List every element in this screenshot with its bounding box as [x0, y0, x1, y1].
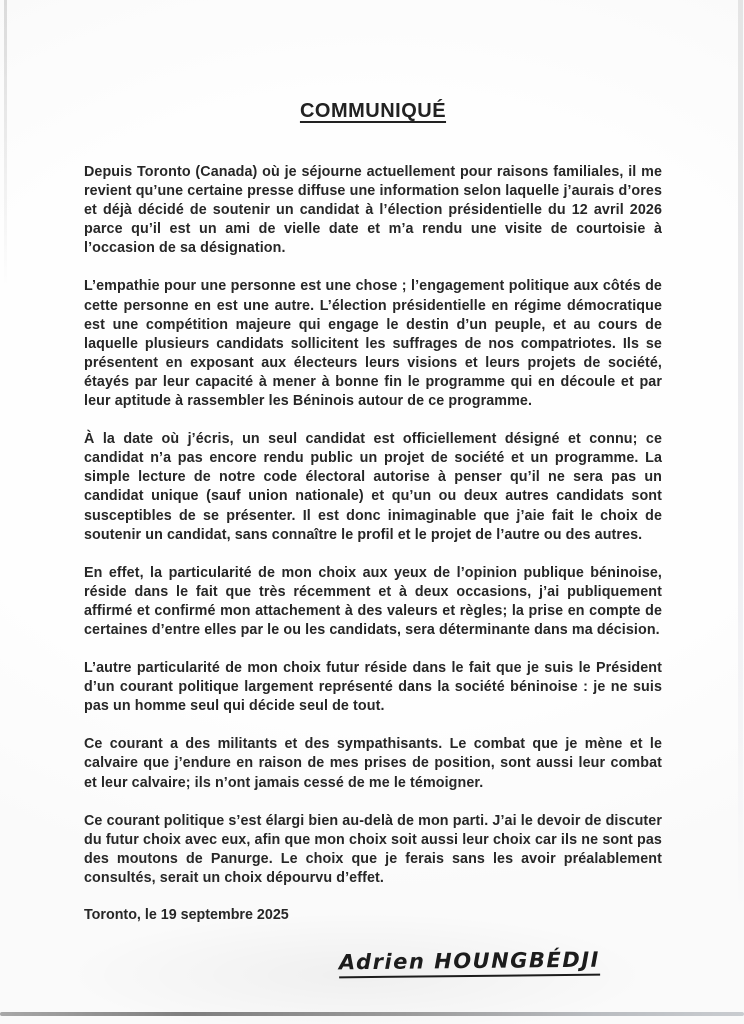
signature: Adrien HOUNGBÉDJI [339, 948, 600, 979]
paragraph-5: L’autre particularité de mon choix futur réside dans le fait que je suis le Président d’un courant politique largement représenté dans la société béninoise : je ne suis pas un homme seul qui décide seul de tout. [84, 660, 662, 715]
dateline: Toronto, le 19 septembre 2025 [84, 907, 289, 923]
paragraph-2: L’empathie pour une personne est une chose ; l’engagement politique aux côtés de cette personne en est une autre. L’élection présidentielle en régime démocratique est une compétition majeure qui engage le destin d’un peuple, et au cours de laquelle plusieurs candidats sollicitent les suffrages de nos compatriotes. Ils se présentent en exposant aux électeurs leurs visions et leurs projets de société, étayés par leur capacité à mener à bonne fin le programme qui en découle et par leur aptitude à rassembler les Béninois autour de ce programme. [84, 278, 662, 410]
document-body [84, 163, 662, 888]
document-content [84, 100, 662, 977]
scan-edge-left [4, 0, 7, 320]
paragraph-4: En effet, la particularité de mon choix aux yeux de l’opinion publique béninoise, réside dans le fait que très récemment et à deux occasions, j’ai publiquement affirmé et confirmé mon attachement à des valeurs et règles; la prise en compte de certaines d’entre elles par le ou les candidats, sera déterminante dans ma décision. [84, 564, 662, 638]
scan-edge-right [738, 0, 743, 920]
paragraph-6: Ce courant a des militants et des sympathisants. Le combat que je mène et le calvaire que j’endure en raison de mes prises de position, sont aussi leur combat et leur calvaire; ils n’ont jamais cessé de me le témoigner. [84, 736, 662, 791]
scan-edge-bottom [0, 1012, 744, 1016]
paragraph-3: À la date où j’écris, un seul candidat est officiellement désigné et connu; ce candidat n’a pas encore rendu public un projet de société et un programme. La simple lecture de notre code électoral autorise à penser qu’il ne sera pas un candidat unique (sauf union nationale) et qu’un ou deux autres candidats sont susceptibles de se présenter. Il est donc inimaginable que j’aie fait le choix de soutenir un candidat, sans connaître le profil et le projet de l’autre ou des autres. [84, 431, 662, 543]
paragraph-1: Depuis Toronto (Canada) où je séjourne actuellement pour raisons familiales, il me revient qu’une certaine presse diffuse une information selon laquelle j’aurais d’ores et déjà décidé de soutenir un candidat à l’élection présidentielle du 12 avril 2026 parce qu’il est un ami de vielle date et m’a rendu une visite de courtoisie à l’occasion de sa désignation. [84, 164, 662, 257]
signature-row [84, 949, 662, 977]
document-title: COMMUNIQUÉ [299, 100, 447, 122]
paragraph-7: Ce courant politique s’est élargi bien au-delà de mon parti. J’ai le devoir de discuter du futur choix avec eux, afin que mon choix soit aussi leur choix car ils ne sont pas des moutons de Panurge. Le choix que je ferais sans les avoir préalablement consultés, serait un choix dépourvu d’effet. [84, 812, 662, 886]
